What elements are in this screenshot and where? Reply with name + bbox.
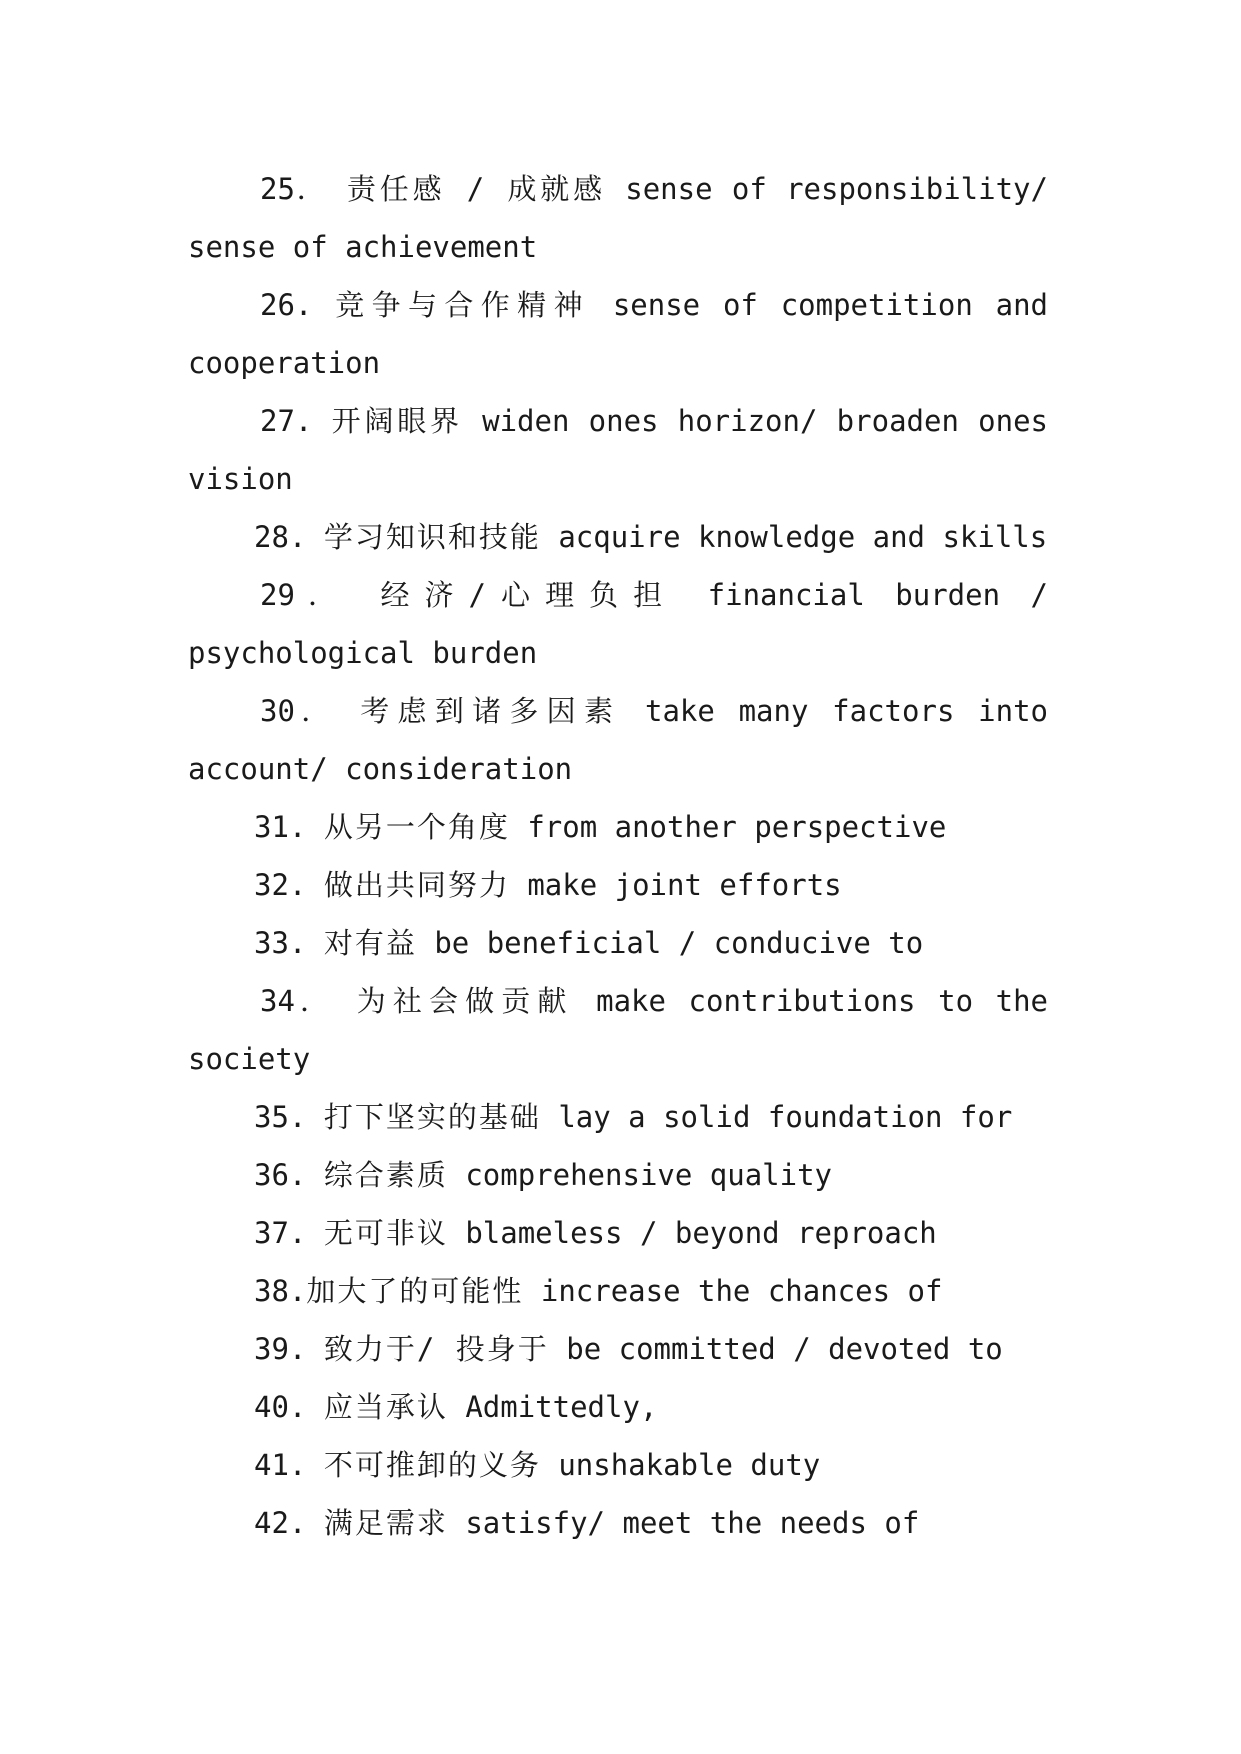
- entry-number: 25．: [260, 172, 328, 206]
- entry-chinese: 责任感 / 成就感: [346, 172, 606, 206]
- entry-chinese: 不可推卸的义务: [323, 1448, 541, 1482]
- entry-english: make contributions to the society: [188, 984, 1048, 1076]
- entry-28: [188, 508, 1048, 566]
- entry-number: 31.: [254, 810, 307, 844]
- entry-english: blameless / beyond reproach: [465, 1216, 937, 1250]
- entry-number: 39.: [254, 1332, 307, 1366]
- entry-29: [188, 566, 1048, 682]
- entry-number: 32.: [254, 868, 307, 902]
- entry-chinese: 打下坚实的基础: [323, 1100, 541, 1134]
- entry-31: [188, 798, 1048, 856]
- entry-english: take many factors into account/ consideration: [188, 694, 1048, 786]
- entry-chinese: 满足需求: [323, 1506, 448, 1540]
- entry-number: 27.: [260, 404, 313, 438]
- entry-number: 28.: [254, 520, 307, 554]
- entry-30: [188, 682, 1048, 798]
- entry-english: Admittedly,: [465, 1390, 658, 1424]
- entry-chinese: 致力于/ 投身于: [323, 1332, 549, 1366]
- document-page: [188, 160, 1048, 1552]
- entry-english: increase the chances of: [540, 1274, 943, 1308]
- entry-english: widen ones horizon/ broaden ones vision: [188, 404, 1048, 496]
- entry-chinese: 考虑到诸多因素: [360, 694, 622, 728]
- entry-number: 26.: [260, 288, 313, 322]
- entry-40: [188, 1378, 1048, 1436]
- entry-chinese: 从另一个角度: [323, 810, 510, 844]
- entry-26: [188, 276, 1048, 392]
- entry-34: [188, 972, 1048, 1088]
- entry-41: [188, 1436, 1048, 1494]
- entry-english: lay a solid foundation for: [558, 1100, 1013, 1134]
- entry-number: 29．: [260, 578, 350, 612]
- entry-38: [188, 1262, 1048, 1320]
- entry-english: comprehensive quality: [465, 1158, 832, 1192]
- entry-chinese: 开阔眼界: [331, 404, 463, 438]
- entry-chinese: 综合素质: [323, 1158, 448, 1192]
- entry-number: 36.: [254, 1158, 307, 1192]
- entry-chinese: 竞争与合作精神: [335, 288, 590, 322]
- entry-number: 41.: [254, 1448, 307, 1482]
- entry-english: satisfy/ meet the needs of: [465, 1506, 920, 1540]
- entry-chinese: 经济/心理负担: [380, 578, 678, 612]
- entry-33: [188, 914, 1048, 972]
- entry-25: [188, 160, 1048, 276]
- entry-32: [188, 856, 1048, 914]
- entry-english: from another perspective: [527, 810, 947, 844]
- entry-number: 33.: [254, 926, 307, 960]
- entry-39: [188, 1320, 1048, 1378]
- entry-chinese: 加大了的可能性: [306, 1274, 524, 1308]
- entry-chinese: 应当承认: [323, 1390, 448, 1424]
- entry-english: be beneficial / conducive to: [434, 926, 924, 960]
- entry-number: 35.: [254, 1100, 307, 1134]
- entry-27: [188, 392, 1048, 508]
- entry-36: [188, 1146, 1048, 1204]
- entry-english: acquire knowledge and skills: [558, 520, 1048, 554]
- entry-number: 37.: [254, 1216, 307, 1250]
- entry-english: financial burden / psychological burden: [188, 578, 1048, 670]
- entry-chinese: 对有益: [323, 926, 417, 960]
- entry-number: 40.: [254, 1390, 307, 1424]
- entry-number: 34．: [260, 984, 335, 1018]
- entry-chinese: 无可非议: [323, 1216, 448, 1250]
- entry-42: [188, 1494, 1048, 1552]
- entry-chinese: 学习知识和技能: [323, 520, 541, 554]
- entry-english: sense of responsibility/ sense of achievement: [188, 172, 1048, 264]
- entry-37: [188, 1204, 1048, 1262]
- entry-number: 30．: [260, 694, 337, 728]
- entry-english: be committed / devoted to: [566, 1332, 1003, 1366]
- entry-chinese: 做出共同努力: [323, 868, 510, 902]
- entry-number: 38.: [254, 1274, 307, 1308]
- entry-english: unshakable duty: [558, 1448, 821, 1482]
- entry-35: [188, 1088, 1048, 1146]
- entry-english: sense of competition and cooperation: [188, 288, 1048, 380]
- entry-number: 42.: [254, 1506, 307, 1540]
- entry-english: make joint efforts: [527, 868, 842, 902]
- entry-chinese: 为社会做贡献: [356, 984, 574, 1018]
